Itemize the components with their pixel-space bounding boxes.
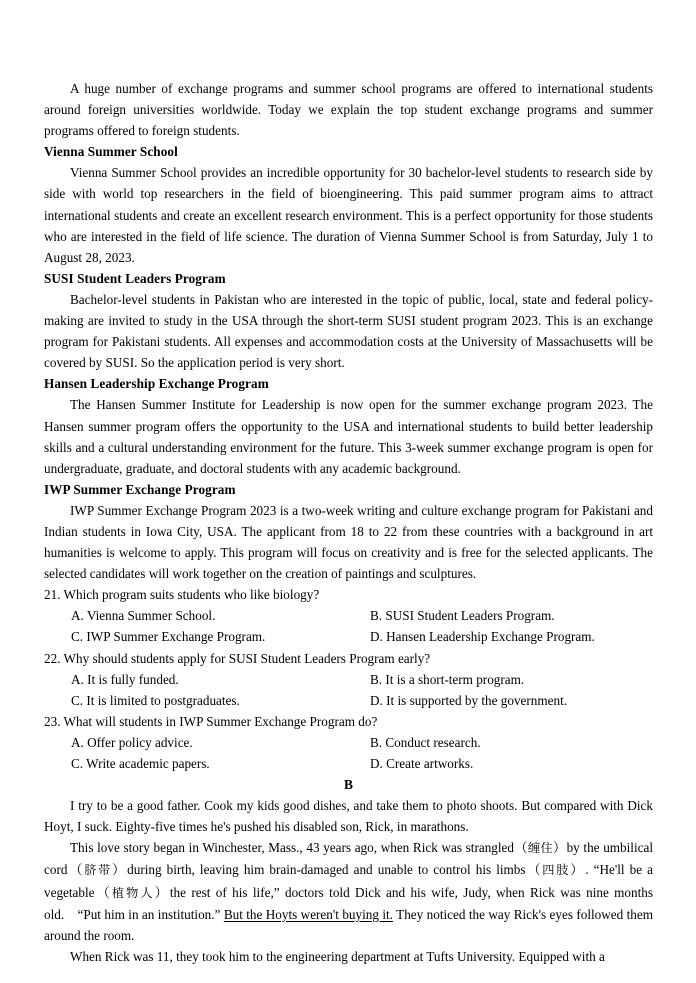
para2-text-1: This love story began in Winchester, Mass., 43 years ago, when Rick was strangled（ <box>70 840 528 856</box>
question-23-option-b[interactable]: B. Conduct research. <box>370 734 481 750</box>
gloss-qidai: 脐带 <box>84 863 113 878</box>
para2-text-3: ）during birth, leaving him brain-damaged and unable to control his limbs（ <box>112 862 543 878</box>
document-body <box>44 78 653 967</box>
question-22-stem: 22. Why should students apply for SUSI Student Leaders Program early? <box>44 650 431 666</box>
section-heading-iwp: IWP Summer Exchange Program <box>44 481 236 497</box>
question-22-option-c[interactable]: C. It is limited to postgraduates. <box>71 692 240 708</box>
gloss-zhiwuren: 植物人 <box>111 885 155 900</box>
section-b-paragraph-3: When Rick was 11, they took him to the engineering department at Tufts University. Equipped with a <box>70 948 605 964</box>
para2-text-2: ）by the umbilical cord（ <box>44 840 654 878</box>
para2-text-5: ）the rest of his life,” doctors told Dick and his wife, Judy, when Rick was nine months old. “Put him in an institution.” <box>44 884 654 922</box>
question-23-option-d[interactable]: D. Create artworks. <box>370 756 474 771</box>
section-heading-vienna: Vienna Summer School <box>44 144 178 160</box>
section-body-iwp: IWP Summer Exchange Program 2023 is a two-week writing and culture exchange program for Pakistani and Indian students in Iowa City, USA. The applicant from 18 to 22 from these countries with a background in art humanities is welcome to apply. This program will focus on creativity and is free for the selected applicants. The selected candidates will work together on the creation of paintings and sculptures. <box>44 502 653 582</box>
question-21-option-c[interactable]: C. IWP Summer Exchange Program. <box>71 629 266 645</box>
question-21-option-b[interactable]: B. SUSI Student Leaders Program. <box>370 608 555 624</box>
para2-text-6: They noticed the way Rick's eyes followed them around the room. <box>44 906 653 943</box>
para2-text-4: ）. “He'll be a vegetable（ <box>44 862 654 900</box>
section-b-paragraph-2 <box>44 837 653 945</box>
section-b-letter: B <box>344 777 353 793</box>
question-22-options-row-2 <box>44 690 653 711</box>
question-22-options-row-1 <box>44 669 653 690</box>
question-21-options-row-1 <box>44 605 653 626</box>
underlined-sentence: But the Hoyts weren't buying it. <box>223 906 393 922</box>
section-body-hansen: The Hansen Summer Institute for Leadership is now open for the summer exchange program 2023. The Hansen summer program offers the opportunity to the USA and international students to build better leadership skills and a cultural understanding environment for the future. This 3-week summer exchange program is open for undergraduate, graduate, and doctoral students with any academic background. <box>44 397 653 476</box>
intro-paragraph: A huge number of exchange programs and summer school programs are offered to international students around foreign universities worldwide. Today we explain the top student exchange programs and summer programs offered to foreign students. <box>44 81 653 139</box>
question-23-stem: 23. What will students in IWP Summer Exchange Program do? <box>44 713 378 729</box>
section-body-susi: Bachelor-level students in Pakistan who are interested in the topic of public, local, state and federal policy-making are invited to study in the USA through the short-term SUSI student program 2023. This is an exchange program for Pakistani students. All expenses and accommodation costs at the University of Massachusetts will be covered by SUSI. So the application period is very short. <box>44 291 653 371</box>
question-23-option-a[interactable]: A. Offer policy advice. <box>71 734 193 750</box>
question-21-option-d[interactable]: D. Hansen Leadership Exchange Program. <box>370 629 595 645</box>
section-heading-hansen: Hansen Leadership Exchange Program <box>44 376 269 392</box>
question-21-options-row-2 <box>44 626 653 647</box>
question-23-option-c[interactable]: C. Write academic papers. <box>71 756 210 771</box>
section-b-paragraph-1: I try to be a good father. Cook my kids good dishes, and take them to photo shoots. But compared with Dick Hoyt, I suck. Eighty-five times he's pushed his disabled son, Rick, in marathons. <box>44 798 653 835</box>
gloss-chanzhu: 缠住 <box>527 841 554 856</box>
gloss-sizhi: 四肢 <box>542 863 571 878</box>
section-heading-susi: SUSI Student Leaders Program <box>44 270 226 286</box>
question-22-option-a[interactable]: A. It is fully funded. <box>71 671 179 687</box>
question-23-options-row-1 <box>44 732 653 753</box>
question-22-option-b[interactable]: B. It is a short-term program. <box>370 671 525 687</box>
question-21-option-a[interactable]: A. Vienna Summer School. <box>71 608 216 624</box>
section-body-vienna: Vienna Summer School provides an incredible opportunity for 30 bachelor-level students to research side by side with world top researchers in the field of bioengineering. This paid summer program aims to attract international students and create an excellent research environment. This is a perfect opportunity for those students who are interested in the field of life science. The duration of Vienna Summer School is from Saturday, July 1 to August 28, 2023. <box>44 165 653 265</box>
question-21-stem: 21. Which program suits students who like biology? <box>44 587 320 603</box>
question-23-options-row-2 <box>44 753 653 774</box>
question-22-option-d[interactable]: D. It is supported by the government. <box>370 692 568 708</box>
